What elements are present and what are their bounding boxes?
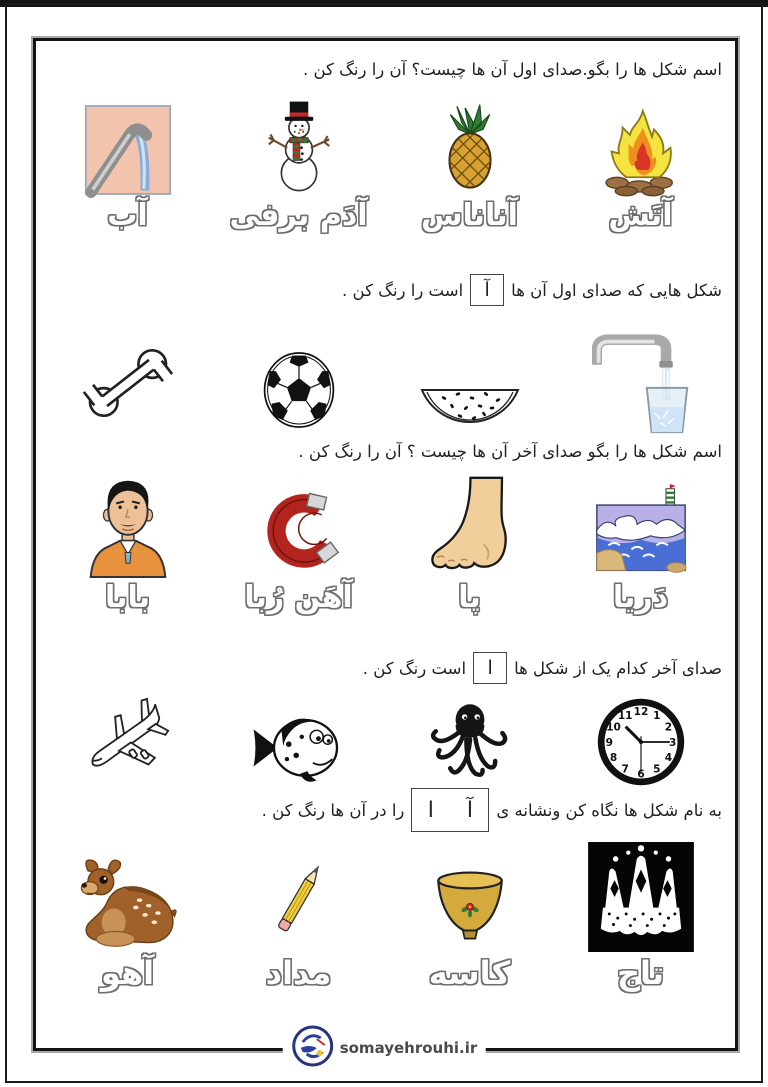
label-row-3 (42, 580, 726, 626)
instruction-3 (298, 442, 722, 461)
campfire-icon (555, 103, 726, 200)
instruction-2-pre: شکل هایی که صدای اول آن ها (511, 280, 722, 300)
image-label: آهَن رُبا (244, 580, 353, 615)
svg-text:11: 11 (617, 709, 633, 722)
letter-box-alef-madda-and-alef: آ ا (411, 788, 489, 832)
svg-text:8: 8 (609, 752, 617, 765)
image-label: مداد (265, 954, 332, 992)
magnet-icon (213, 486, 384, 578)
instruction-2 (342, 274, 722, 306)
instruction-1 (303, 60, 722, 79)
instruction-5 (262, 788, 722, 832)
image-label: بابا (104, 580, 151, 615)
instruction-4-pre: صدای آخر کدام یک از شکل ها (514, 658, 722, 678)
image-label: دَریا (612, 580, 669, 615)
image-label: پا (458, 580, 481, 615)
instruction-5-pre: به نام شکل ها نگاه کن ونشانه ی (496, 800, 722, 820)
image-row-2 (42, 330, 726, 436)
instruction-2-post: است را رنگ کن . (342, 280, 464, 300)
svg-text:4: 4 (664, 752, 672, 765)
snowman-icon (213, 88, 384, 200)
svg-text:1: 1 (652, 709, 661, 722)
image-label: آدَم برفی (229, 198, 368, 233)
svg-text:3: 3 (668, 736, 676, 749)
pineapple-icon (384, 93, 555, 200)
instruction-4-post: است رنگ کن . (362, 658, 467, 678)
site-logo-icon (291, 1024, 335, 1072)
airplane-icon (42, 690, 213, 790)
label-row-1 (42, 198, 726, 244)
deer-icon (42, 852, 213, 952)
svg-text:10: 10 (605, 721, 621, 734)
image-label: آب (107, 198, 148, 233)
image-row-5 (42, 838, 726, 952)
instruction-4 (363, 652, 722, 684)
watermelon-icon (384, 378, 555, 436)
image-label: آتَش (608, 198, 673, 233)
water-tap-icon (42, 100, 213, 200)
image-label: آناناس (421, 198, 518, 233)
image-row-3 (42, 470, 726, 578)
faucet-glass-icon (555, 332, 726, 436)
image-label: آهو (100, 954, 155, 992)
svg-text:6: 6 (636, 768, 645, 781)
father-icon (42, 470, 213, 578)
soccer-ball-icon (213, 344, 384, 436)
image-label: کاسه (428, 954, 511, 992)
octopus-icon (384, 696, 555, 790)
clock-icon (555, 694, 726, 790)
letter-box-alef-madda: آ (470, 274, 504, 306)
fish-icon (213, 704, 384, 790)
svg-text:9: 9 (605, 736, 613, 749)
footer (283, 1024, 486, 1072)
svg-text:12: 12 (633, 706, 648, 719)
image-row-1 (42, 88, 726, 200)
svg-text:7: 7 (620, 763, 629, 776)
label-row-5 (42, 954, 726, 1006)
svg-text:2: 2 (664, 721, 672, 734)
pencil-icon (213, 848, 384, 952)
instruction-5-post: را در آن ها رنگ کن . (261, 800, 405, 820)
wrench-icon (42, 330, 213, 436)
instruction-1-text: اسم شکل ها را بگو.صدای اول آن ها چیست؟ آن را رنگ کن . (302, 60, 722, 79)
instruction-3-text: اسم شکل ها را بگو صدای آخر آن ها چیست ؟ آن را رنگ کن . (298, 442, 722, 461)
letter-box-alef: ا (473, 652, 507, 684)
foot-icon (384, 474, 555, 578)
crown-icon (555, 842, 726, 952)
bowl-icon (384, 860, 555, 952)
sea-icon (555, 484, 726, 578)
image-row-4 (42, 690, 726, 790)
site-url: somayehrouhi.ir (339, 1039, 478, 1057)
svg-text:5: 5 (652, 763, 661, 776)
image-label: تاج (616, 954, 665, 992)
